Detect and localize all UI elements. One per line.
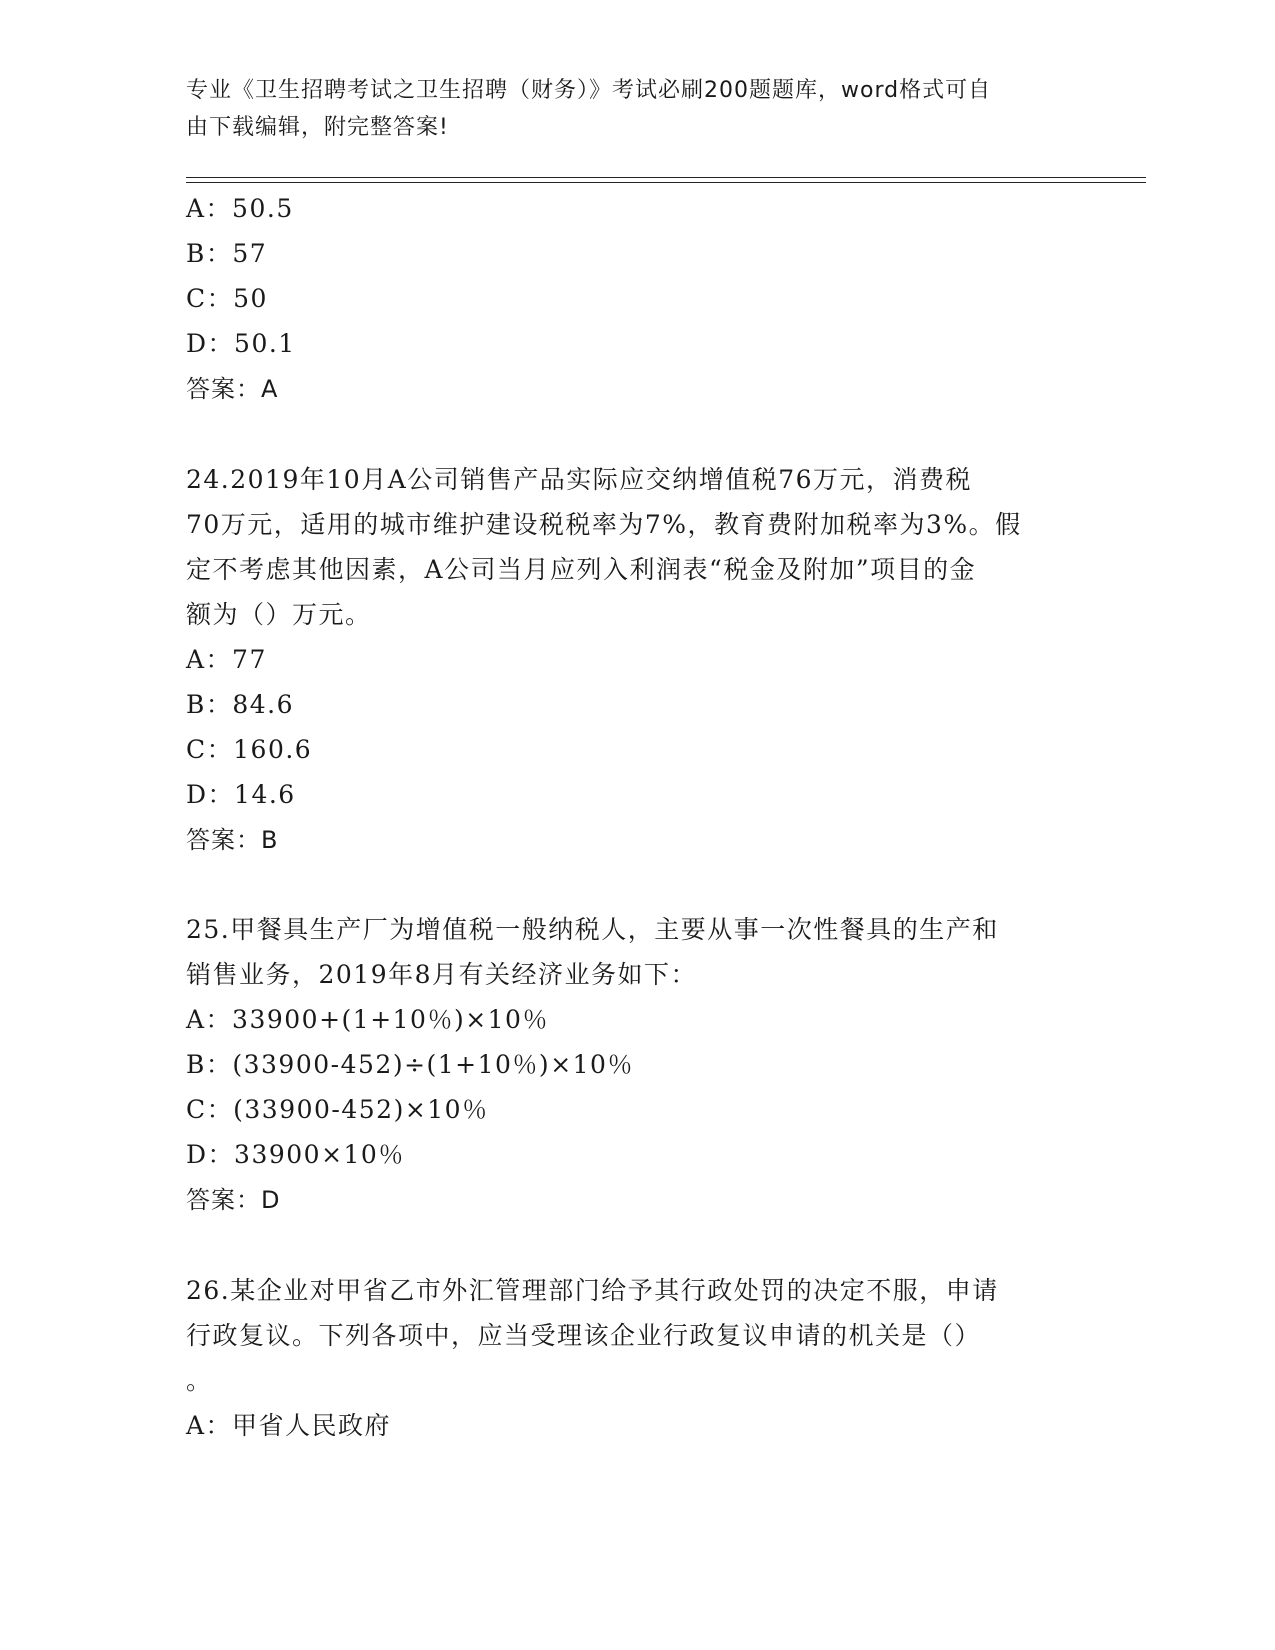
header-divider bbox=[186, 177, 1146, 178]
answer: 答案：B bbox=[186, 826, 279, 854]
document-header bbox=[186, 72, 1066, 146]
option-c: C：160.6 bbox=[186, 735, 313, 764]
answer: 答案：A bbox=[186, 375, 279, 403]
question-stem-line: 行政复议。下列各项中，应当受理该企业行政复议申请的机关是（） bbox=[186, 1321, 982, 1350]
question-stem-line: 24.2019年10月A公司销售产品实际应交纳增值税76万元，消费税 bbox=[186, 465, 973, 494]
option-a: A：甲省人民政府 bbox=[186, 1411, 392, 1440]
option-a: A：50.5 bbox=[186, 194, 294, 223]
question-stem-line: 销售业务，2019年8月有关经济业务如下： bbox=[186, 960, 698, 989]
question-stem-line: 26.某企业对甲省乙市外汇管理部门给予其行政处罚的决定不服，申请 bbox=[186, 1276, 999, 1305]
question-stem-line: 70万元，适用的城市维护建设税税率为7%，教育费附加税率为3%。假 bbox=[186, 510, 1022, 539]
question-stem-line: 。 bbox=[186, 1366, 213, 1395]
question-stem-line: 定不考虑其他因素，A公司当月应列入利润表“税金及附加”项目的金 bbox=[186, 555, 977, 584]
option-b: B：(33900-452)÷(1+10％)×10％ bbox=[186, 1050, 634, 1079]
option-b: B：84.6 bbox=[186, 690, 295, 719]
header-line: 专业《卫生招聘考试之卫生招聘（财务）》考试必刷200题题库，word格式可自 bbox=[186, 78, 992, 103]
option-d: D：33900×10％ bbox=[186, 1140, 405, 1169]
option-a: A：77 bbox=[186, 645, 267, 674]
header-divider bbox=[186, 182, 1146, 183]
option-d: D：50.1 bbox=[186, 329, 296, 358]
question-stem-line: 额为（）万元。 bbox=[186, 600, 372, 629]
question-stem-line: 25.甲餐具生产厂为增值税一般纳税人，主要从事一次性餐具的生产和 bbox=[186, 915, 999, 944]
option-c: C：50 bbox=[186, 284, 268, 313]
option-b: B：57 bbox=[186, 239, 268, 268]
answer: 答案：D bbox=[186, 1186, 281, 1214]
option-a: A：33900+(1+10％)×10％ bbox=[186, 1005, 549, 1034]
option-c: C：(33900-452)×10％ bbox=[186, 1095, 489, 1124]
option-d: D：14.6 bbox=[186, 780, 296, 809]
header-line: 由下载编辑，附完整答案! bbox=[186, 115, 449, 140]
